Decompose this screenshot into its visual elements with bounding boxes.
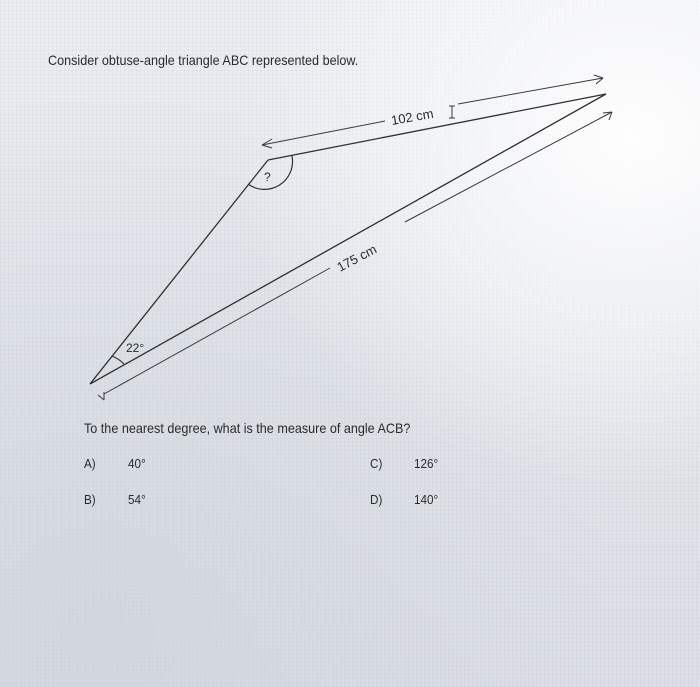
known-angle-label: 22° [126,341,145,355]
dimension-line-top-right [458,78,603,104]
angle-a-arc [112,356,124,364]
option-c-value: 126° [414,456,439,471]
arrowhead-down-icon [98,392,104,400]
option-c-letter: C) [370,456,383,471]
option-b-letter: B) [84,492,96,507]
side-ab [90,94,606,384]
option-b-value: 54° [128,492,146,507]
option-d-letter: D) [370,492,383,507]
option-a-letter: A) [84,456,96,471]
problem-question: To the nearest degree, what is the measure of angle ACB? [84,420,411,436]
text-cursor-icon [449,106,455,118]
unknown-angle-label: ? [264,170,271,184]
option-d-value: 140° [414,492,439,507]
side-ac [90,160,268,384]
option-a-value: 40° [128,456,146,471]
side-top-label: 102 cm [389,105,435,128]
dimension-line-bottom-right [405,112,612,222]
problem-intro: Consider obtuse-angle triangle ABC represented below. [48,52,359,68]
dimension-line-bottom-left [104,268,330,394]
side-cb [268,94,606,160]
side-bottom-label: 175 cm [334,241,380,275]
